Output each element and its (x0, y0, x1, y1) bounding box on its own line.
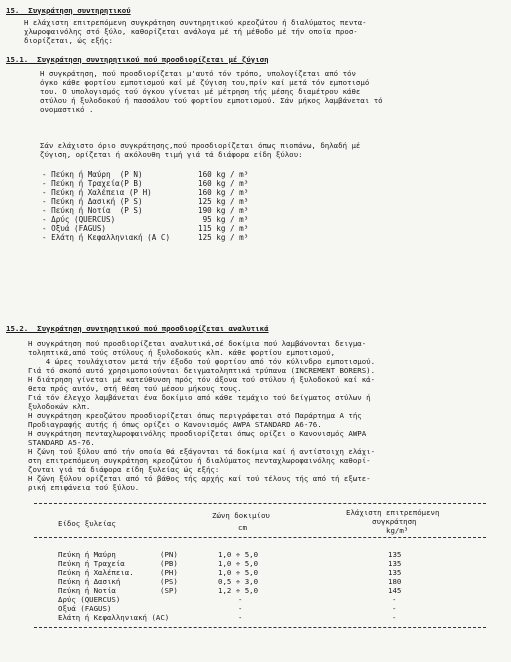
row-zone: - (238, 604, 243, 613)
row-zone: 1,0 ÷ 5,0 (218, 559, 259, 568)
table-header-species: Είδος ξυλείας (58, 519, 116, 528)
row-value: 180 (388, 577, 402, 586)
species-value: 125 kg / m³ (198, 233, 249, 242)
species-name: - Πεύκη ή Χαλέπεια (P H) (42, 188, 152, 197)
row-code: (SP) (160, 586, 178, 595)
section-15-2-line: ξυλοδοκών κλπ. (28, 402, 91, 411)
species-name: - Πεύκη ή Νοτία (P S) (42, 206, 143, 215)
section-15-2-line: θετα πρός αυτόν, στή θέση τού μέσου μήκους τους. (28, 384, 242, 393)
row-species: Πεύκη ή Νοτία (58, 586, 116, 595)
section-15-2-line: Η συγκράτηση πού προσδιορίζεται αναλυτικά,σέ δοκίμια πού λαμβάνονται δειγμα- (28, 339, 367, 348)
section-15-2-line: Γιά τό σκοπό αυτό χρησιμοποιούνται δειγματοληπτικά τρύπανα (INCREMENT BORERS). (28, 366, 376, 375)
table-header-rule (34, 537, 486, 538)
section-15-2-line: ζονται γιά τά διάφορα είδη ξυλείας ώς εξής: (28, 465, 220, 474)
section-15-1-intro-2: ζύγιση, ορίζεται ή ακόλουθη τιμή γιά τά διάφορα είδη ξύλου: (40, 150, 303, 159)
species-name: - Δρύς (QUERCUS) (42, 215, 116, 224)
section-15-1-line-5: ονομαστικό . (40, 105, 94, 114)
table-top-rule (34, 503, 486, 504)
row-species: Πεύκη ή Χαλέπεια. (58, 568, 134, 577)
row-zone: 1,2 ÷ 5,0 (218, 586, 259, 595)
species-name: - Πεύκη ή Δασική (P S) (42, 197, 143, 206)
row-zone: 0,5 ÷ 3,0 (218, 577, 259, 586)
row-species: Πεύκη ή Δασική (58, 577, 121, 586)
section-15-1-title-text: 15.1. Συγκράτηση συντηρητικού πού προσδιορίζεται μέ ζύγιση (6, 55, 269, 64)
row-value: 135 (388, 568, 402, 577)
row-code: (PN) (160, 550, 178, 559)
row-value: - (392, 613, 397, 622)
section-15-title (6, 6, 131, 15)
section-15-1-line-4: στύλου ή ξυλοδοκού ή πασσάλου τού φορτίου εμποτισμού. Σάν μήκος λαμβάνεται τό (40, 96, 383, 105)
species-value: 125 kg / m³ (198, 197, 249, 206)
row-species: Ελάτη ή Κεφαλληνιακή (AC) (58, 613, 170, 622)
section-15-2-line: Η συγκράτηση πενταχλωροφαινόλης προσδιορίζεται όπως ορίζει ο Κανονισμός AWPA (28, 429, 367, 438)
row-zone: - (238, 613, 243, 622)
section-15-2-line: ρική επιφάνεια τού ξύλου. (28, 483, 140, 492)
section-15-1-title (6, 55, 269, 64)
section-15-title-text: 15. Συγκράτηση συντηρητικού (6, 6, 131, 15)
section-15-line-1: Η ελάχιστη επιτρεπόμενη συγκράτηση συντηρητικού κρεοζώτου ή διαλύματος πεντα- (24, 18, 367, 27)
row-value: 145 (388, 586, 402, 595)
table-header-zone: Ζώνη δοκιμίου (212, 511, 270, 520)
row-value: - (392, 595, 397, 604)
row-code: (PH) (160, 568, 178, 577)
row-zone: - (238, 595, 243, 604)
species-value: 95 kg / m³ (198, 215, 249, 224)
species-name: - Ελάτη ή Κεφαλληνιακή (A C) (42, 233, 171, 242)
row-species: Οξυά (FAGUS) (58, 604, 112, 613)
row-value: - (392, 604, 397, 613)
section-15-2-title (6, 324, 269, 333)
section-15-1-line-2: όγκο κάθε φορτίου εμποτισμού καί μέ ζύγιση του,πρίν καί μετά τόν εμποτισμό (40, 78, 370, 87)
table-bottom-rule (34, 627, 486, 628)
table-header-retention: Ελάχιστη επιτρεπόμενη (346, 508, 440, 517)
row-value: 135 (388, 550, 402, 559)
section-15-2-line: Γιά τόν έλεγχο λαμβάνεται ένα δοκίμιο από κάθε τεμάχιο τού δείγματος στύλων ή (28, 393, 371, 402)
row-species: Δρύς (QUERCUS) (58, 595, 121, 604)
section-15-2-line: STANDARD A5-76. (28, 438, 95, 447)
section-15-1-line-1: Η συγκράτηση, πού προσδιορίζεται μ'αυτό τόν τρόπο, υπολογίζεται από τόν (40, 69, 356, 78)
section-15-line-2: χλωροφαινόλης στό ξύλο, καθορίζεται ανάλογα μέ τή μέθοδο μέ τήν οποία προσ- (24, 27, 358, 36)
table-header-zone-unit: cm (238, 523, 247, 532)
section-15-2-line: Η συγκράτηση κρεοζώτου προσδιορίζεται όπως περιγράφεται στό Παράρτημα Α τής (28, 411, 362, 420)
species-name: - Πεύκη ή Μαύρη (P N) (42, 170, 143, 179)
row-code: (PB) (160, 559, 178, 568)
section-15-line-3: διορίζεται, ώς εξής: (24, 36, 113, 45)
section-15-1-intro-1: Σάν ελάχιστο όριο συγκράτησης,πού προσδιορίζεται όπως πιοπάνω, δηλαδή μέ (40, 141, 361, 150)
section-15-2-line: 4 ώρες τουλάχιστον μετά τήν έξοδο τού φορτίου από τόν κύλινδρο εμποτισμού. (28, 357, 376, 366)
section-15-1-line-3: του. Ο υπολογισμός τού όγκου γίνεται μέ μέτρηση τής μέσης διαμέτρου κάθε (40, 87, 361, 96)
section-15-2-line: στη επιτρεπόμενη συγκράτηση κρεοζώτου ή διαλύματος πενταχλωροφαινόλης καθορί- (28, 456, 371, 465)
species-value: 160 kg / m³ (198, 170, 249, 179)
section-15-2-line: Προδιαγραφής αυτής ή όπως ορίζει ο Κανονισμός AWPA STANDARD A6-76. (28, 420, 322, 429)
section-15-2-line: Η διάτρηση γίνεται μέ κατεύθυνση πρός τόν άξονα τού στύλου ή ξυλοδοκού καί κά- (28, 375, 376, 384)
section-15-2-title-text: 15.2. Συγκράτηση συντηρητικού πού προσδιορίζεται αναλυτικά (6, 324, 269, 333)
species-name: - Πεύκη ή Τραχεία(P B) (42, 179, 143, 188)
species-name: - Οξυά (FAGUS) (42, 224, 107, 233)
table-header-retention-unit: kg/m³ (386, 526, 409, 535)
row-zone: 1,0 ÷ 5,0 (218, 568, 259, 577)
species-value: 115 kg / m³ (198, 224, 249, 233)
species-value: 160 kg / m³ (198, 179, 249, 188)
section-15-2-line: Η ζώνη ξύλου ορίζεται από τό βάθος τής αρχής καί τού τέλους τής από τή εξωτε- (28, 474, 371, 483)
row-species: Πεύκη ή Μαύρη (58, 550, 116, 559)
species-value: 160 kg / m³ (198, 188, 249, 197)
species-value: 190 kg / m³ (198, 206, 249, 215)
table-header-retention-2: συγκράτηση (372, 517, 417, 526)
row-code: (PS) (160, 577, 178, 586)
section-15-2-line: τοληπτικά,από τούς στύλους ή ξυλοδοκούς κλπ. κάθε φορτίου εμποτισμού, (28, 348, 336, 357)
row-species: Πεύκη ή Τραχεία (58, 559, 125, 568)
row-zone: 1,0 ÷ 5,0 (218, 550, 259, 559)
row-value: 135 (388, 559, 402, 568)
section-15-2-line: Η ζώνη τού ξύλου από τήν οποία θά εξάγονται τά δοκίμια καί ή αντίστοιχη ελάχι- (28, 447, 376, 456)
